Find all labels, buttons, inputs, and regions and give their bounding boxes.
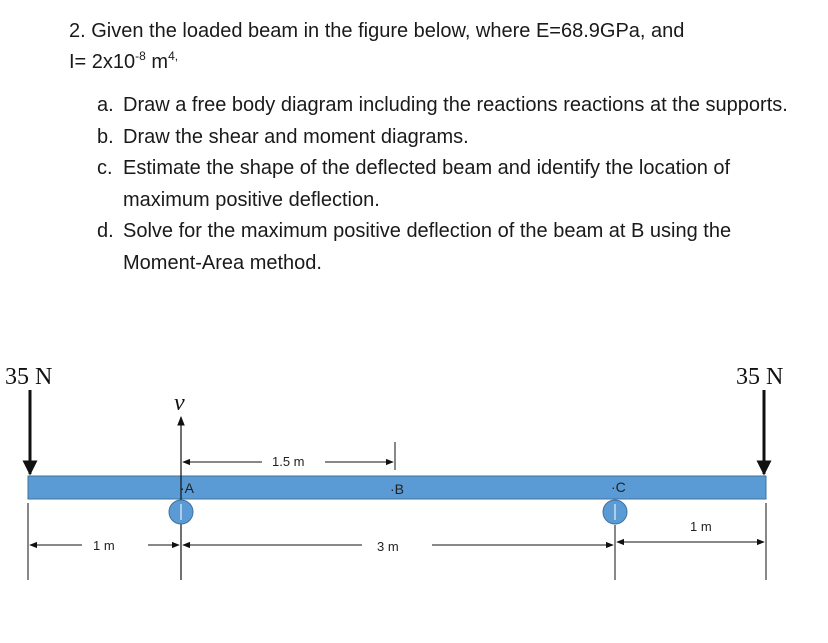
right-load-label: 35 N bbox=[736, 364, 784, 390]
problem-line-1: 2. Given the loaded beam in the figure below, where E=68.9GPa, and bbox=[69, 20, 685, 42]
point-b-label: ·B bbox=[390, 481, 404, 497]
point-c-label: ·C bbox=[611, 479, 626, 495]
part-d: d. Solve for the maximum positive deflection of the beam at B using the Moment-Area method. bbox=[97, 220, 732, 274]
unit-text: m bbox=[145, 51, 169, 73]
moment-of-inertia-text: I= 2x10 bbox=[69, 51, 136, 73]
dim-ac-label: 3 m bbox=[377, 539, 399, 554]
point-a-label: ·A bbox=[180, 480, 194, 496]
part-c: c. Estimate the shape of the deflected beam and identify the location of maximum positive deflection. bbox=[97, 157, 731, 211]
dim-ab-label: 1.5 m bbox=[272, 454, 305, 469]
part-a: a. Draw a free body diagram including the reactions reactions at the supports. bbox=[97, 94, 788, 116]
unit-exponent: 4, bbox=[168, 49, 179, 63]
exponent: -8 bbox=[135, 49, 146, 63]
v-axis-label: v bbox=[174, 390, 185, 416]
dim-right-label: 1 m bbox=[690, 519, 712, 534]
dim-left-label: 1 m bbox=[93, 538, 115, 553]
part-b: b. Draw the shear and moment diagrams. bbox=[97, 125, 469, 148]
left-load-label: 35 N bbox=[5, 364, 53, 390]
